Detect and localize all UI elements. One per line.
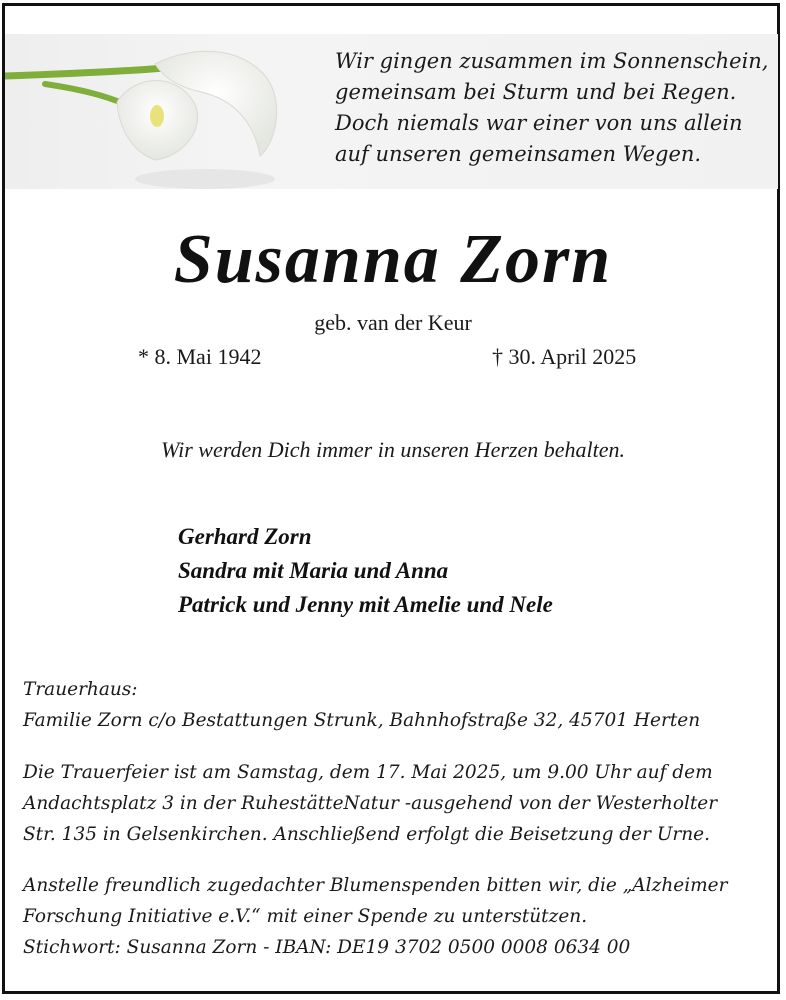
poem-line: Wir gingen zusammen im Sonnenschein, [335, 49, 769, 73]
donation-info [23, 870, 773, 963]
mourners-list [178, 520, 553, 622]
mourner-name: Patrick und Jenny mit Amelie und Nele [178, 592, 553, 617]
ceremony-line: Str. 135 in Gelsenkirchen. Anschließend erfolgt die Beisetzung der Urne. [23, 824, 710, 845]
header-band [5, 34, 778, 189]
poem [335, 46, 775, 170]
calla-lily-icon [5, 34, 295, 189]
poem-line: Doch niemals war einer von uns allein [335, 111, 743, 135]
ceremony-info [23, 757, 773, 850]
birth-date: * 8. Mai 1942 [138, 344, 262, 369]
birth-name: geb. van der Keur [314, 310, 472, 335]
death-date: † 30. April 2025 [492, 344, 637, 369]
mourner-name: Gerhard Zorn [178, 524, 312, 549]
deceased-name: Susanna Zorn [173, 221, 613, 298]
mourning-house [23, 674, 773, 736]
poem-line: gemeinsam bei Sturm und bei Regen. [335, 80, 737, 104]
mourning-house-label: Trauerhaus: [23, 679, 138, 700]
donation-line: Forschung Initiative e.V.“ mit einer Spende zu unterstützen. [23, 906, 588, 927]
donation-line: Anstelle freundlich zugedachter Blumenspenden bitten wir, die „Alzheimer [23, 875, 728, 896]
ceremony-line: Andachtsplatz 3 in der RuhestätteNatur -ausgehend von der Westerholter [23, 793, 718, 814]
mourner-name: Sandra mit Maria und Anna [178, 558, 449, 583]
donation-line: Stichwort: Susanna Zorn - IBAN: DE19 3702 0500 0008 0634 00 [23, 937, 631, 958]
mourning-house-address: Familie Zorn c/o Bestattungen Strunk, Bahnhofstraße 32, 45701 Herten [23, 710, 701, 731]
ceremony-line: Die Trauerfeier ist am Samstag, dem 17. Mai 2025, um 9.00 Uhr auf dem [23, 762, 713, 783]
motto: Wir werden Dich immer in unseren Herzen behalten. [161, 437, 625, 462]
poem-line: auf unseren gemeinsamen Wegen. [335, 142, 702, 166]
